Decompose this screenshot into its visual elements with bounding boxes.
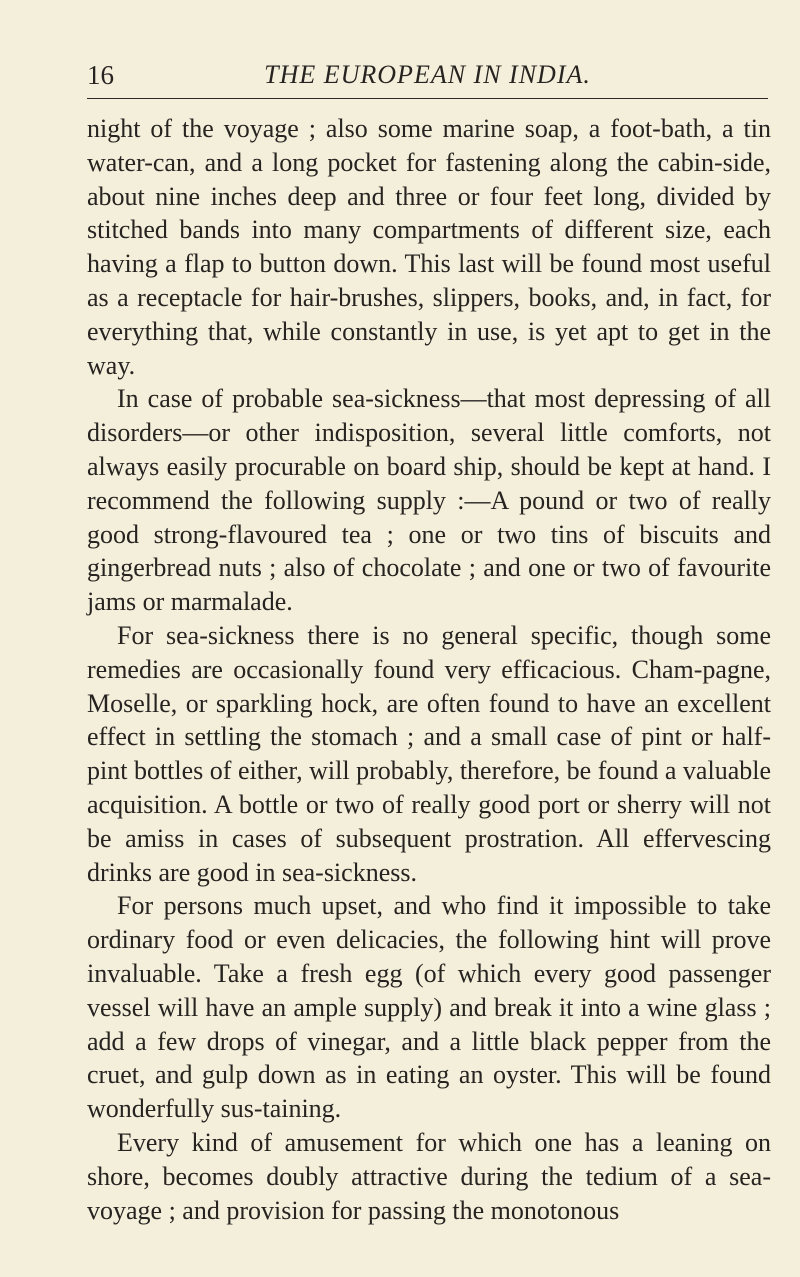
paragraph: For sea-sickness there is no general specific, though some remedies are occasionally found very efficacious. Cham-pagne, Moselle, or sparkling hock, are often found to have an excellent effect in settling the stomach ; and a small case of pint or half-pint bottles of either, will probably, therefore, be found a valuable acquisition. A bottle or two of really good port or sherry will not be amiss in cases of subsequent prostration. All effervescing drinks are good in sea-sickness.: [87, 620, 771, 887]
page-number: 16: [87, 60, 114, 90]
running-head: [87, 58, 768, 99]
body-text: [87, 112, 771, 1227]
running-title: THE EUROPEAN IN INDIA.: [264, 60, 591, 89]
paragraph: For persons much upset, and who find it impossible to take ordinary food or even delicacies, the following hint will prove invaluable. Take a fresh egg (of which every good passenger vessel will have an ample supply) and break it into a wine glass ; add a few drops of vinegar, and a little black pepper from the cruet, and gulp down as in eating an oyster. This will be found wonderfully sus-taining.: [87, 891, 771, 1124]
paragraph: Every kind of amusement for which one has a leaning on shore, becomes doubly attractive during the tedium of a sea-voyage ; and provision for passing the monotonous: [87, 1127, 771, 1225]
paragraph: In case of probable sea-sickness—that most depressing of all disorders—or other indisposition, several little comforts, not always easily procurable on board ship, should be kept at hand. I recommend the following supply :—A pound or two of really good strong-flavoured tea ; one or two tins of biscuits and gingerbread nuts ; also of chocolate ; and one or two of favourite jams or marmalade.: [87, 384, 771, 617]
paragraph: night of the voyage ; also some marine soap, a foot-bath, a tin water-can, and a long pocket for fastening along the cabin-side, about nine inches deep and three or four feet long, divided by stitched bands into many compartments of different size, each having a flap to button down. This last will be found most useful as a receptacle for hair-brushes, slippers, books, and, in fact, for everything that, while constantly in use, is yet apt to get in the way.: [87, 114, 771, 380]
